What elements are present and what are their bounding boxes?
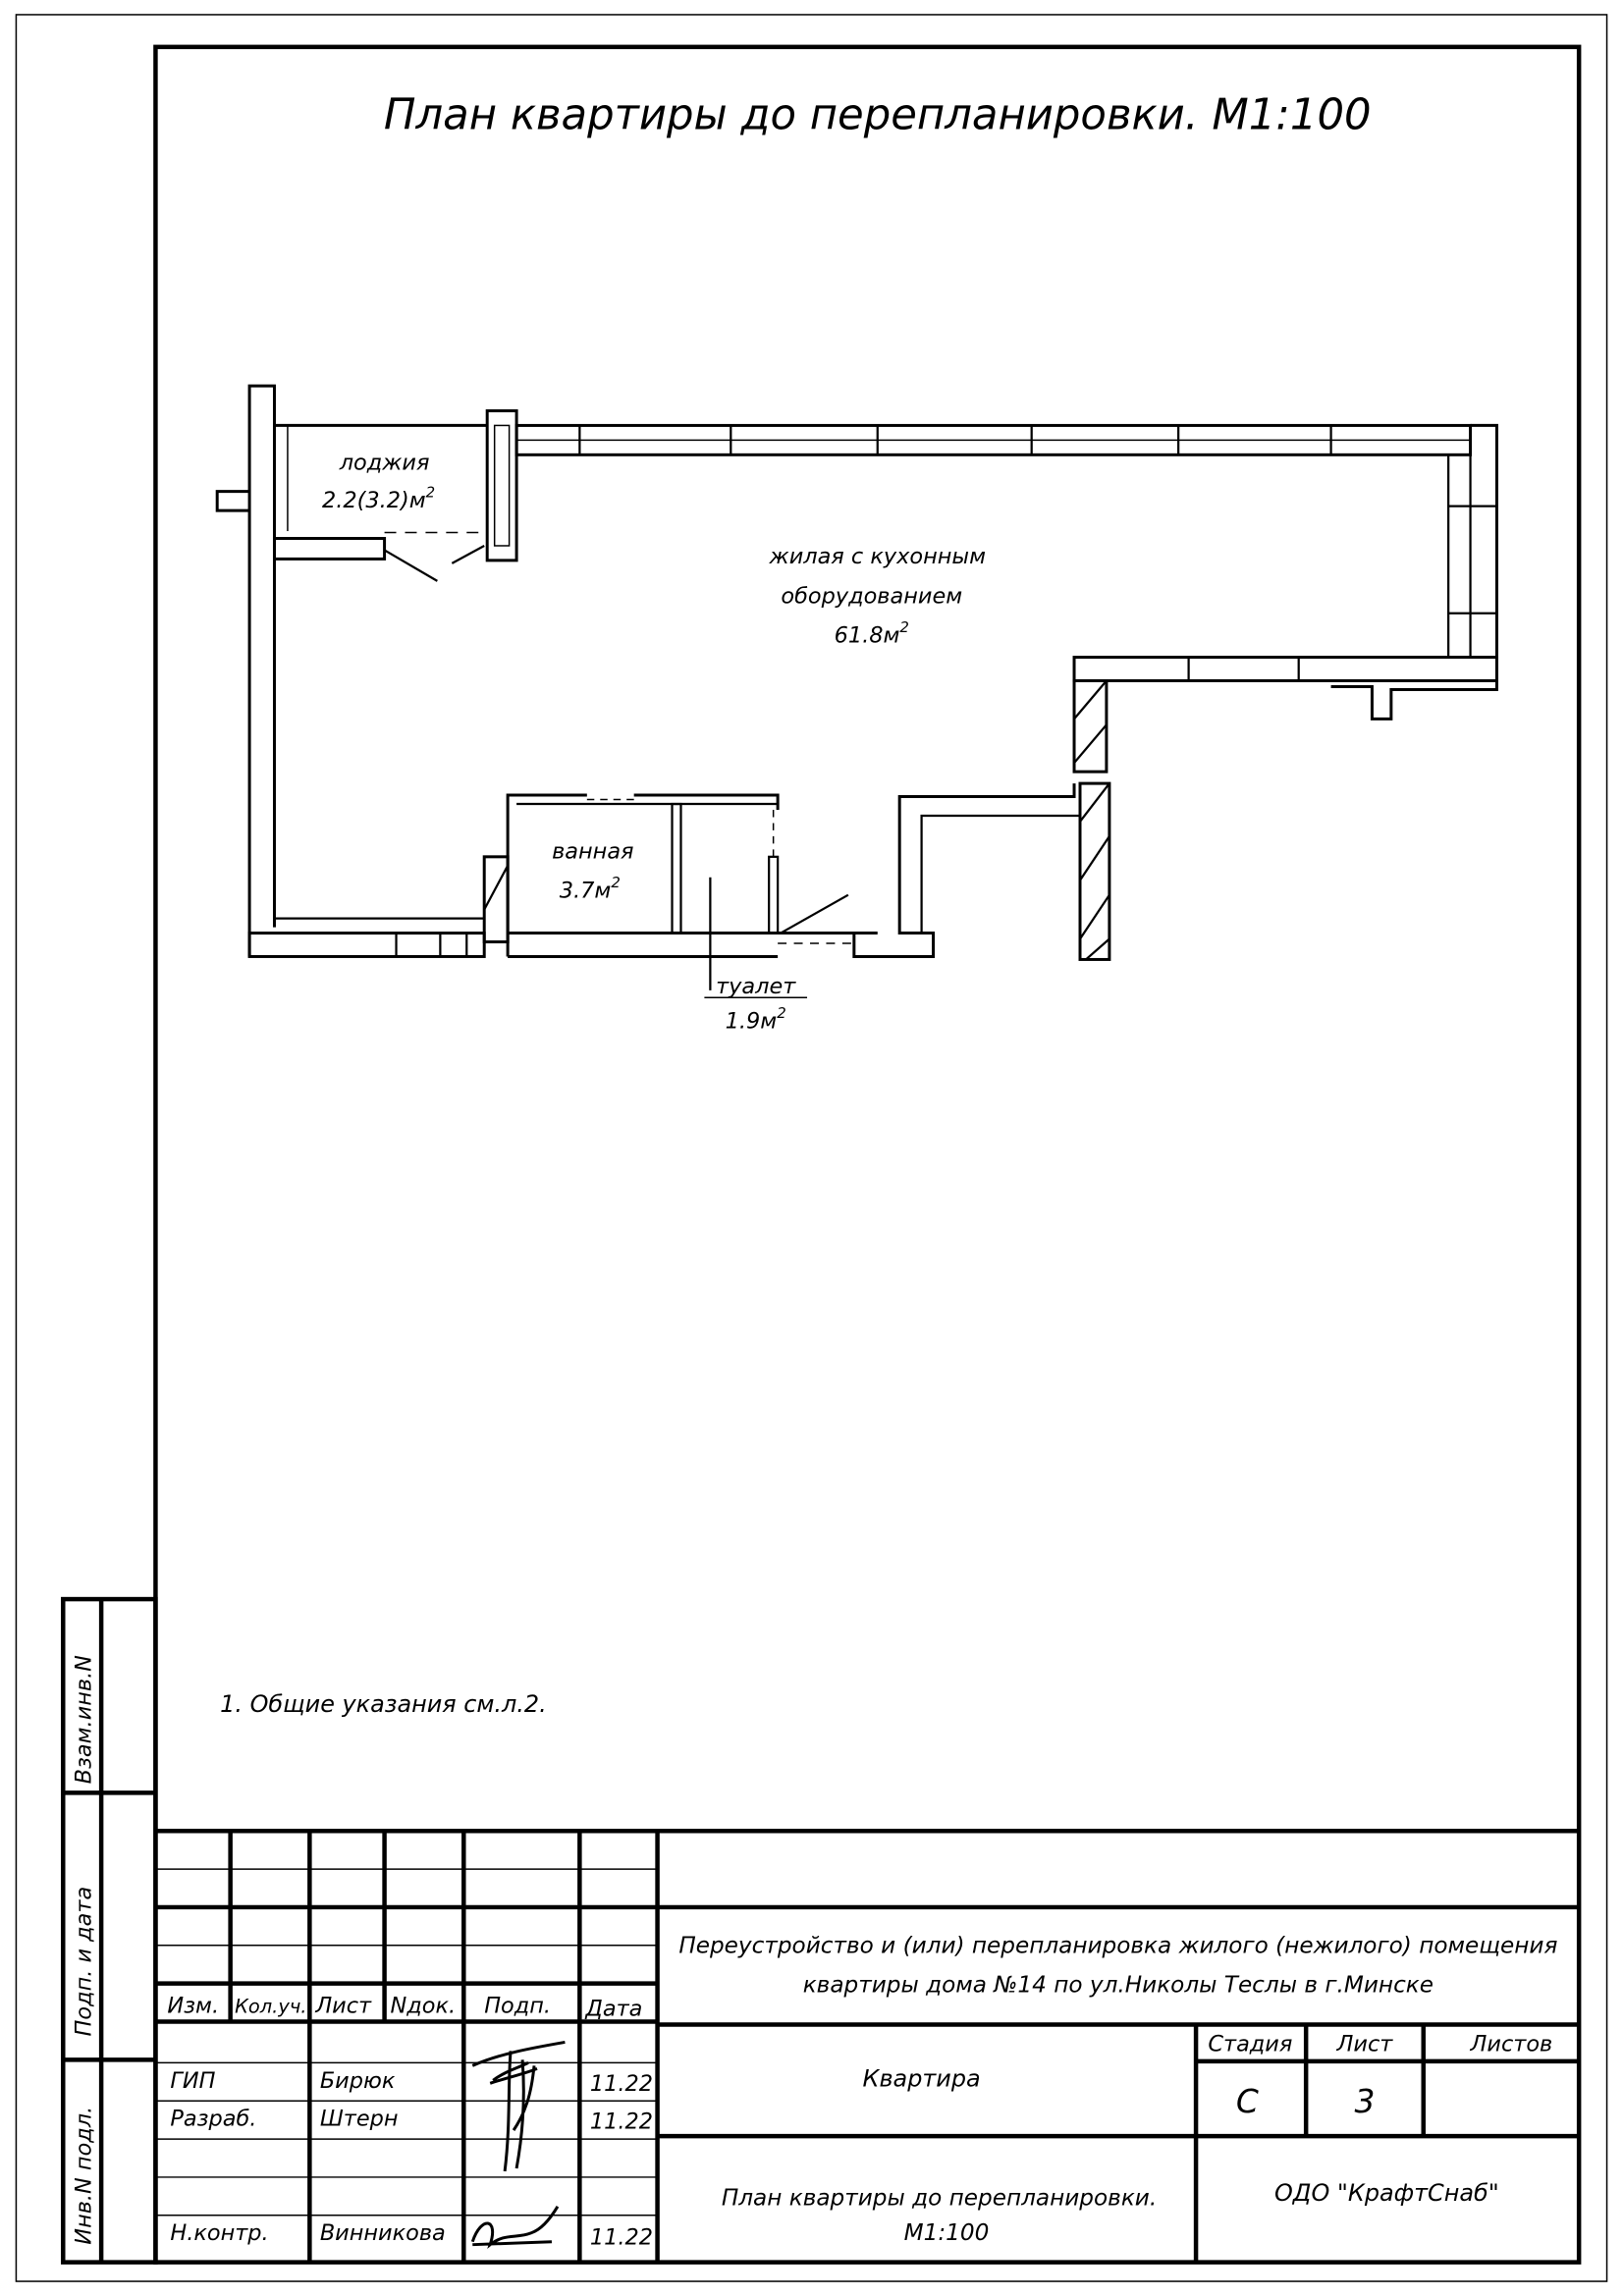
- living-name-2: оборудованием: [781, 583, 963, 610]
- hdr-izm: Изм.: [167, 1993, 220, 2019]
- bath-area: $3.7м^2$: [559, 874, 621, 904]
- side-vzam: Взам.инв.N: [71, 1655, 97, 1785]
- right-wall-inner: [1448, 454, 1470, 657]
- row-gip-date: 11.22: [589, 2070, 653, 2097]
- general-note: 1. Общие указания см.л.2.: [220, 1690, 547, 1719]
- room-labels: [322, 450, 986, 1034]
- company-name: ОДО "КрафтСнаб": [1273, 2178, 1499, 2207]
- object-name: Квартира: [862, 2064, 981, 2093]
- bath-partition: [673, 804, 681, 934]
- row-gip-role: ГИП: [170, 2067, 216, 2094]
- entrance-wall-inner: [922, 816, 1080, 934]
- drawing-frame: [155, 47, 1579, 2263]
- sheet-value: 3: [1354, 2082, 1376, 2121]
- floor-plan: [217, 386, 1496, 990]
- vent-shaft-lower: [1080, 783, 1109, 959]
- row-razrab-name: Штерн: [319, 2106, 399, 2132]
- project-line-1: Переустройство и (или) перепланировка жилого (нежилого) помещения: [678, 1933, 1558, 1959]
- row-nkontr-date: 11.22: [589, 2224, 653, 2251]
- bath-wall-right: [634, 795, 778, 810]
- stamp-headers: [167, 1994, 642, 2022]
- sheets-label: Листов: [1470, 2031, 1553, 2057]
- living-area: $61.8м^2$: [834, 618, 909, 649]
- left-wall-stub: [217, 492, 249, 510]
- loggia-area: $2.2(3.2)м^2$: [322, 483, 436, 514]
- living-name-1: жилая с кухонным: [769, 543, 987, 569]
- bath-shaft-hatch: [484, 866, 508, 910]
- stage-label: Стадия: [1208, 2031, 1293, 2057]
- hdr-ndok: Nдок.: [390, 1993, 457, 2019]
- row-gip-name: Бирюк: [319, 2067, 396, 2094]
- row-razrab-date: 11.22: [589, 2109, 653, 2135]
- left-wall: [249, 386, 274, 956]
- drawing-name-1: План квартиры до перепланировки.: [721, 2185, 1158, 2212]
- hdr-list: Лист: [315, 1993, 372, 2019]
- side-podp: Подп. и дата: [71, 1886, 97, 2037]
- loggia-right-pier: [487, 410, 516, 560]
- signature-nkontr: [472, 2207, 558, 2245]
- row-razrab-role: Разраб.: [170, 2106, 257, 2132]
- bath-shaft: [484, 857, 508, 942]
- project-line-2: квартиры дома №14 по ул.Николы Теслы в г.Минске: [802, 1972, 1434, 1999]
- drawing-name-2: М1:100: [903, 2220, 990, 2247]
- wc-area: $1.9м^2$: [725, 1004, 786, 1035]
- entrance-wall: [854, 783, 1074, 956]
- bottom-wall-left: [249, 934, 484, 957]
- signature-main: [472, 2042, 565, 2171]
- hdr-data: Дата: [585, 1996, 643, 2022]
- bath-name: ванная: [552, 838, 634, 865]
- loggia-door-swing-2: [452, 546, 484, 563]
- loggia-right-pier-inner: [495, 425, 510, 546]
- sheet-label: Лист: [1336, 2031, 1393, 2057]
- wc-name: туалет: [716, 973, 796, 999]
- hdr-podp: Подп.: [484, 1993, 552, 2019]
- stage-value: С: [1235, 2082, 1259, 2121]
- wc-door-swing: [781, 895, 848, 934]
- row-nkontr-name: Винникова: [319, 2220, 446, 2247]
- loggia-door-swing: [385, 550, 438, 580]
- side-inv: Инв.N подл.: [71, 2106, 97, 2245]
- loggia-name: лоджия: [339, 450, 430, 476]
- vent-shaft-upper: [1074, 680, 1107, 772]
- step-wall: [1074, 658, 1496, 681]
- row-nkontr-role: Н.контр.: [170, 2220, 269, 2247]
- wc-wall: [769, 857, 778, 934]
- right-wall: [1331, 425, 1497, 719]
- hdr-koluch: Кол.уч.: [235, 1995, 307, 2018]
- page-title: План квартиры до перепланировки. М1:100: [383, 90, 1372, 140]
- loggia-bottom-wall: [274, 539, 384, 560]
